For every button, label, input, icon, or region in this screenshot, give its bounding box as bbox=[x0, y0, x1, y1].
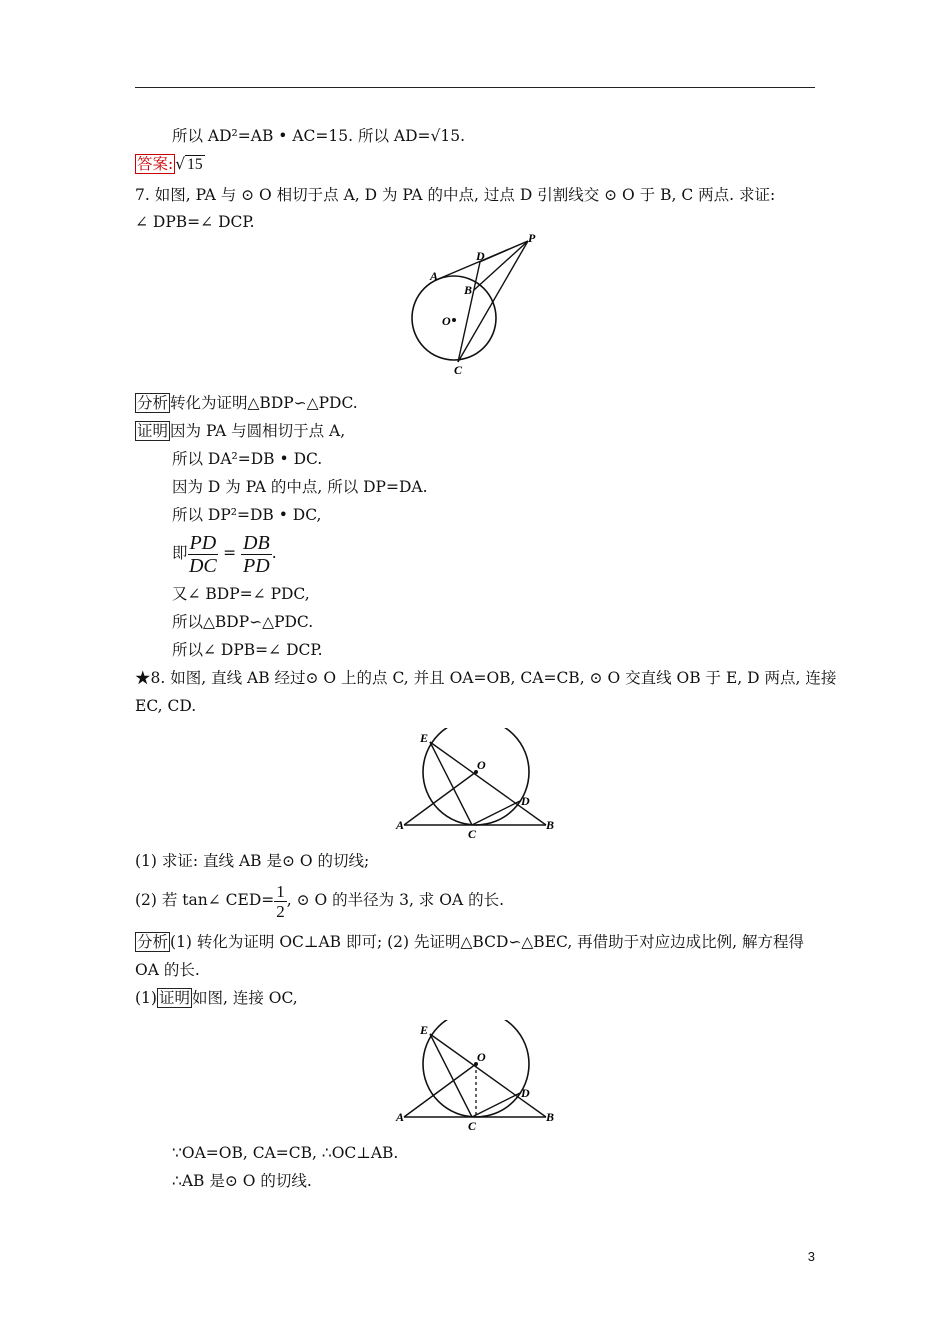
proof-8-part1 bbox=[135, 988, 298, 1008]
part2-prefix: (2) 若 tan∠ CED= bbox=[135, 891, 275, 909]
fraction-denominator: DC bbox=[188, 554, 217, 577]
analysis-text: 转化为证明△BDP∽△PDC. bbox=[170, 394, 358, 412]
fraction-pd-dc bbox=[188, 532, 219, 577]
fraction-denominator: 2 bbox=[276, 901, 285, 921]
fig2-label-d: D bbox=[521, 794, 530, 808]
fraction-equation: 即 $\frac{PD}{DC}$ = $\frac{DB}{PD}$ . bbox=[172, 531, 277, 577]
answer-label: 答案: bbox=[137, 155, 174, 173]
proof-line: ∵OA=OB, CA=CB, ∴OC⊥AB. bbox=[172, 1144, 399, 1162]
sqrt-symbol: √ 15 bbox=[175, 155, 203, 173]
fig3-label-c: C bbox=[468, 1119, 477, 1133]
figure-circle-tangent-dashed bbox=[390, 1020, 565, 1135]
question-8: ★8. 如图, 直线 AB 经过⊙ O 上的点 C, 并且 OA=OB, CA=CB, ⊙ O 交直线 OB 于 E, D 两点, 连接 bbox=[135, 669, 837, 687]
fig2-label-e: E bbox=[420, 731, 429, 745]
proof-7 bbox=[135, 421, 345, 441]
fraction-one-half bbox=[274, 882, 287, 921]
proof-line: 所以∠ DPB=∠ DCP. bbox=[172, 641, 323, 659]
fig1-label-p: P bbox=[528, 232, 536, 245]
question-8-part2 bbox=[135, 880, 504, 921]
analysis-label: 分析 bbox=[137, 394, 169, 412]
proof-label: 证明 bbox=[137, 422, 169, 440]
proof-line: 因为 D 为 PA 的中点, 所以 DP=DA. bbox=[172, 478, 428, 496]
answer-value: 15 bbox=[187, 156, 203, 173]
fraction-numerator: DB bbox=[243, 531, 270, 554]
question-8-part1: (1) 求证: 直线 AB 是⊙ O 的切线; bbox=[135, 852, 370, 870]
fig1-label-o: O bbox=[442, 314, 451, 328]
fraction-db-pd bbox=[241, 532, 272, 577]
answer-line bbox=[135, 154, 205, 175]
proof-line: 所以 DP²=DB • DC, bbox=[172, 506, 322, 524]
fig3-label-o: O bbox=[477, 1050, 486, 1064]
fraction-denominator: PD bbox=[243, 554, 270, 577]
fig1-label-d: D bbox=[476, 249, 485, 263]
question-7: 7. 如图, PA 与 ⊙ O 相切于点 A, D 为 PA 的中点, 过点 D 引割线交 ⊙ O 于 B, C 两点. 求证: bbox=[135, 186, 776, 204]
analysis-7 bbox=[135, 393, 358, 413]
fig2-label-a: A bbox=[396, 818, 405, 832]
fig1-label-a: A bbox=[430, 269, 439, 283]
header-rule bbox=[135, 87, 815, 88]
proof-line: 所以 DA²=DB • DC. bbox=[172, 450, 323, 468]
question-7-cont: ∠ DPB=∠ DCP. bbox=[135, 213, 255, 231]
fig1-label-c: C bbox=[454, 363, 463, 377]
figure-circle-tangent bbox=[390, 728, 565, 843]
text-line: 所以 AD²=AB • AC=15. 所以 AD=√15. bbox=[172, 127, 466, 145]
figure-tangent-secant bbox=[400, 232, 550, 377]
equation-prefix: 即 bbox=[172, 544, 188, 562]
analysis-8-cont: OA 的长. bbox=[135, 961, 200, 979]
analysis-label: 分析 bbox=[137, 933, 169, 951]
fig2-label-c: C bbox=[468, 827, 477, 841]
question-8-cont: EC, CD. bbox=[135, 697, 197, 715]
fraction-numerator: PD bbox=[189, 531, 217, 554]
part-number: (1) bbox=[135, 989, 157, 1007]
analysis-8 bbox=[135, 932, 804, 952]
part2-suffix: , ⊙ O 的半径为 3, 求 OA 的长. bbox=[286, 891, 504, 909]
fig3-label-e: E bbox=[420, 1023, 429, 1037]
proof-text: 因为 PA 与圆相切于点 A, bbox=[170, 422, 346, 440]
fig3-label-a: A bbox=[396, 1110, 405, 1124]
proof-line: 又∠ BDP=∠ PDC, bbox=[172, 585, 310, 603]
fig3-label-d: D bbox=[521, 1086, 530, 1100]
fig1-label-b: B bbox=[464, 283, 473, 297]
proof-line: ∴AB 是⊙ O 的切线. bbox=[172, 1172, 312, 1190]
fraction-numerator: 1 bbox=[276, 881, 285, 901]
proof-line: 所以△BDP∽△PDC. bbox=[172, 613, 314, 631]
analysis-text: (1) 转化为证明 OC⊥AB 即可; (2) 先证明△BCD∽△BEC, 再借助于对应边成比例, 解方程得 bbox=[170, 933, 805, 951]
fig3-label-b: B bbox=[546, 1110, 555, 1124]
page-number: 3 bbox=[807, 1249, 815, 1264]
fig2-label-o: O bbox=[477, 758, 486, 772]
fig2-label-b: B bbox=[546, 818, 555, 832]
proof-label: 证明 bbox=[158, 989, 190, 1007]
proof-text: 如图, 连接 OC, bbox=[191, 989, 298, 1007]
